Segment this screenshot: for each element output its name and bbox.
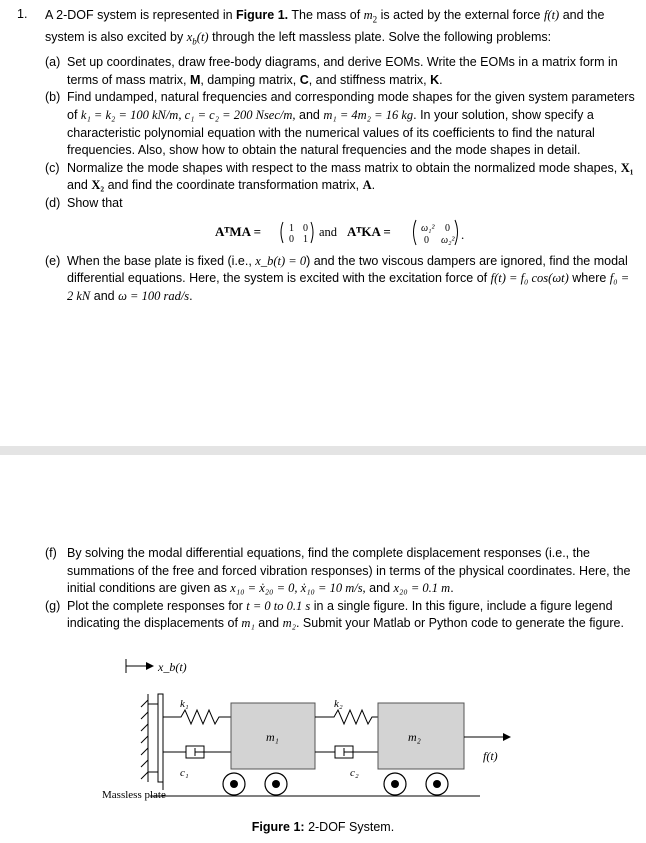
problem-intro: A 2-DOF system is represented in Figure 1. The mass of $m_2$ is acted by the external force f(t) and the system is also excited by $x_b(t)$ through the left massless plate. Solve the following problems: — [45, 8, 605, 47]
xb-arrow-head — [146, 662, 154, 670]
figure-caption: Figure 1: 2-DOF System. — [251, 820, 395, 834]
item-c: (c) Normalize the mode shapes with respect to the mass matrix to obtain the normalized mode shapes, X₁ and X₂ and find the coordinate transformation matrix, A. — [45, 160, 634, 193]
wall-hatch — [141, 694, 148, 782]
problem-number: 1. — [17, 7, 28, 21]
item-b: (b) Find undamped, natural frequencies and corresponding mode shapes for the given system parameters of k₁ = k₂ = 100 kN/m, c₁ = c₂ = 200 Nsec/m, and m₁ = 4m₂ = 16 kg. In your solution, show specify a characteristic polynomial equation with the numerical values of its coefficients to find the natural frequencies. Also, show how to obtain the natural frequencies and the mode shapes in detail. — [45, 90, 635, 158]
damper-c1 — [163, 746, 231, 758]
eq-and: and — [319, 224, 338, 239]
identity-12: 0 — [303, 222, 308, 234]
identity-21: 0 — [289, 233, 294, 245]
spring-k2 — [315, 710, 378, 724]
wheel-hubs — [230, 780, 441, 788]
omega-12: 0 — [445, 222, 450, 234]
omega-22: ω₂² — [441, 234, 455, 246]
c2-label: c₂ — [350, 767, 359, 779]
omega-11: ω₁² — [421, 222, 435, 234]
item-g: (g) Plot the complete responses for t = 0 to 0.1 s in a single figure. In this figure, include a figure legend indicating the displacements of m₁ and m₂. Submit your Matlab or Python code to generate the figure. — [45, 598, 624, 631]
m1-label: m₁ — [266, 730, 279, 744]
damper-c2 — [315, 746, 378, 758]
plate-label: Massless plate — [102, 789, 166, 801]
k2-label: k₂ — [334, 698, 343, 710]
item-d: (d) Show that — [45, 195, 123, 210]
item-f: (f) By solving the modal differential equations, find the complete displacement responses (i.e., the summations of the free and forced vibration responses) in terms of the physical coordinates. Here, the initial conditions are given as x₁₀ = ẋ₂₀ = 0, ẋ₁₀ = 10 m/s, and x₂₀ = 0.1 m. — [45, 546, 631, 596]
force-label: f(t) — [483, 749, 498, 763]
spring-k1 — [163, 710, 231, 724]
identity-11: 1 — [289, 222, 294, 234]
wheels — [223, 773, 448, 795]
c1-label: c₁ — [180, 767, 189, 779]
item-a: (a) Set up coordinates, draw free-body diagrams, and derive EOMs. Write the EOMs in a matrix form in terms of mass matrix, M, damping matrix, C, and stiffness matrix, K. — [45, 55, 618, 87]
eq-lhs-2: AᵀKA = — [347, 223, 391, 239]
mass-m2 — [378, 703, 464, 769]
eq-period: . — [461, 226, 465, 242]
xb-label: x_b(t) — [158, 660, 187, 674]
identity-22: 1 — [303, 233, 308, 245]
m2-label: m₂ — [408, 730, 421, 744]
k1-label: k₁ — [180, 698, 189, 710]
omega-21: 0 — [424, 234, 429, 246]
item-e: (e) When the base plate is fixed (i.e., x_b(t) = 0) and the two viscous dampers are ignored, find the modal differential equations. Here, the system is excited with the excitation force of f(t) = f₀ cos(ωt) where f₀ = 2 kN and ω = 100 rad/s. — [45, 253, 630, 303]
eq-lhs-1: AᵀMA = — [215, 223, 261, 239]
force-arrow-head — [503, 733, 511, 741]
massless-plate — [158, 694, 163, 782]
